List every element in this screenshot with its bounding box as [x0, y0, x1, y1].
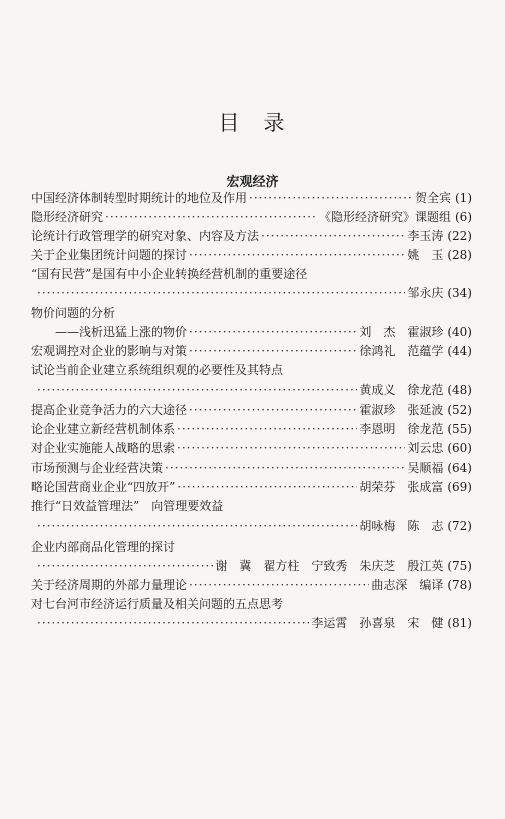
entry-author: 吴顺福 — [407, 461, 444, 475]
toc-entry — [31, 189, 472, 207]
entry-title: “国有民营”是国有中小企业转换经营机制的重要途径 — [31, 267, 308, 281]
entry-author: 刘 杰 霍淑珍 — [359, 325, 444, 339]
leader-dots — [37, 614, 309, 629]
toc-entry — [31, 459, 472, 477]
toc-list — [31, 189, 472, 629]
entry-author: 谢 冀 翟方柱 宁致秀 朱庆芝 殷江英 — [215, 559, 444, 573]
toc-entry — [37, 614, 472, 629]
entry-page: (34) — [447, 286, 472, 300]
entry-author: 邹永庆 — [407, 286, 444, 300]
title-char-1: 目 — [218, 111, 242, 135]
entry-page: (64) — [447, 461, 472, 475]
entry-title: 市场预测与企业经营决策 — [31, 461, 164, 475]
toc-entry — [37, 557, 472, 575]
leader-dots — [189, 246, 405, 264]
leader-dots — [37, 381, 357, 399]
title-char-2: 录 — [263, 111, 287, 135]
entry-page: (6) — [455, 210, 472, 224]
toc-entry — [31, 576, 472, 594]
entry-title: 对企业实施能人战略的思索 — [31, 441, 176, 455]
entry-author: 姚 玉 — [407, 248, 444, 262]
toc-entry — [55, 323, 472, 341]
entry-page: (52) — [447, 403, 472, 417]
entry-title: 隐形经济研究 — [31, 210, 104, 224]
entry-author: 李恩明 徐龙范 — [359, 422, 444, 436]
entry-page: (81) — [447, 616, 472, 629]
leader-dots — [261, 227, 405, 245]
leader-dots — [189, 401, 357, 419]
entry-author: 李运霄 孙喜泉 宋 健 — [311, 616, 444, 629]
toc-entry — [31, 246, 472, 264]
leader-dots — [249, 189, 413, 207]
toc-entry — [31, 439, 472, 457]
entry-subtitle: ——浅析迅猛上涨的物价 — [55, 325, 188, 339]
entry-page: (75) — [447, 559, 472, 573]
leader-dots — [177, 478, 357, 496]
entry-author: 霍淑珍 张延波 — [359, 403, 444, 417]
entry-author: 刘云忠 — [407, 441, 444, 455]
entry-author: 徐鸿礼 范蕴学 — [359, 344, 444, 358]
toc-entry — [31, 478, 472, 496]
toc-entry — [37, 284, 472, 302]
entry-author: 李玉涛 — [407, 229, 444, 243]
entry-title: 论统计行政管理学的研究对象、内容及方法 — [31, 229, 260, 243]
toc-entry — [31, 401, 472, 419]
entry-title: 推行“日效益管理法” 向管理要效益 — [31, 499, 224, 513]
entry-title: 略论国营商业企业“四放开” — [31, 480, 176, 494]
toc-entry — [31, 227, 472, 245]
leader-dots — [189, 323, 357, 341]
toc-entry — [31, 420, 472, 438]
entry-author: 贺全宾 — [414, 191, 451, 205]
entry-page: (55) — [447, 422, 472, 436]
entry-page: (60) — [447, 441, 472, 455]
entry-title: 中国经济体制转型时期统计的地位及作用 — [31, 191, 248, 205]
leader-dots — [37, 517, 357, 535]
entry-title: 论企业建立新经营机制体系 — [31, 422, 176, 436]
toc-entry — [37, 517, 472, 535]
entry-page: (28) — [447, 248, 472, 262]
entry-page: (40) — [447, 325, 472, 339]
page-title — [0, 107, 505, 137]
entry-title: 关于经济周期的外部力量理论 — [31, 578, 188, 592]
leader-dots — [177, 439, 405, 457]
section-heading: 宏观经济 — [226, 175, 279, 190]
entry-title: 提高企业竞争活力的六大途径 — [31, 403, 188, 417]
entry-page: (1) — [455, 191, 472, 205]
entry-page: (78) — [447, 578, 472, 592]
leader-dots — [105, 208, 317, 226]
leader-dots — [165, 459, 405, 477]
entry-title: 物价问题的分析 — [31, 306, 116, 320]
entry-title: 对七台河市经济运行质量及相关问题的五点思考 — [31, 597, 284, 611]
entry-author: 胡荣芬 张成富 — [359, 480, 444, 494]
leader-dots — [37, 557, 213, 575]
leader-dots — [189, 576, 369, 594]
toc-entry — [31, 342, 472, 360]
entry-page: (69) — [447, 480, 472, 494]
entry-author: 胡咏梅 陈 志 — [359, 519, 444, 533]
entry-page: (22) — [447, 229, 472, 243]
entry-page: (44) — [447, 344, 472, 358]
entry-author: 曲志深 编译 — [371, 578, 444, 592]
entry-page: (72) — [447, 519, 472, 533]
leader-dots — [37, 284, 405, 302]
entry-author: 《隐形经济研究》课题组 — [318, 210, 451, 224]
leader-dots — [177, 420, 357, 438]
entry-title: 企业内部商品化管理的探讨 — [31, 540, 176, 554]
toc-entry — [37, 381, 472, 399]
entry-title: 关于企业集团统计问题的探讨 — [31, 248, 188, 262]
entry-title: 宏观调控对企业的影响与对策 — [31, 344, 188, 358]
leader-dots — [189, 342, 357, 360]
entry-author: 黄成义 徐龙范 — [359, 383, 444, 397]
entry-page: (48) — [447, 383, 472, 397]
entry-title: 试论当前企业建立系统组织观的必要性及其特点 — [31, 363, 284, 377]
toc-entry — [31, 208, 472, 226]
